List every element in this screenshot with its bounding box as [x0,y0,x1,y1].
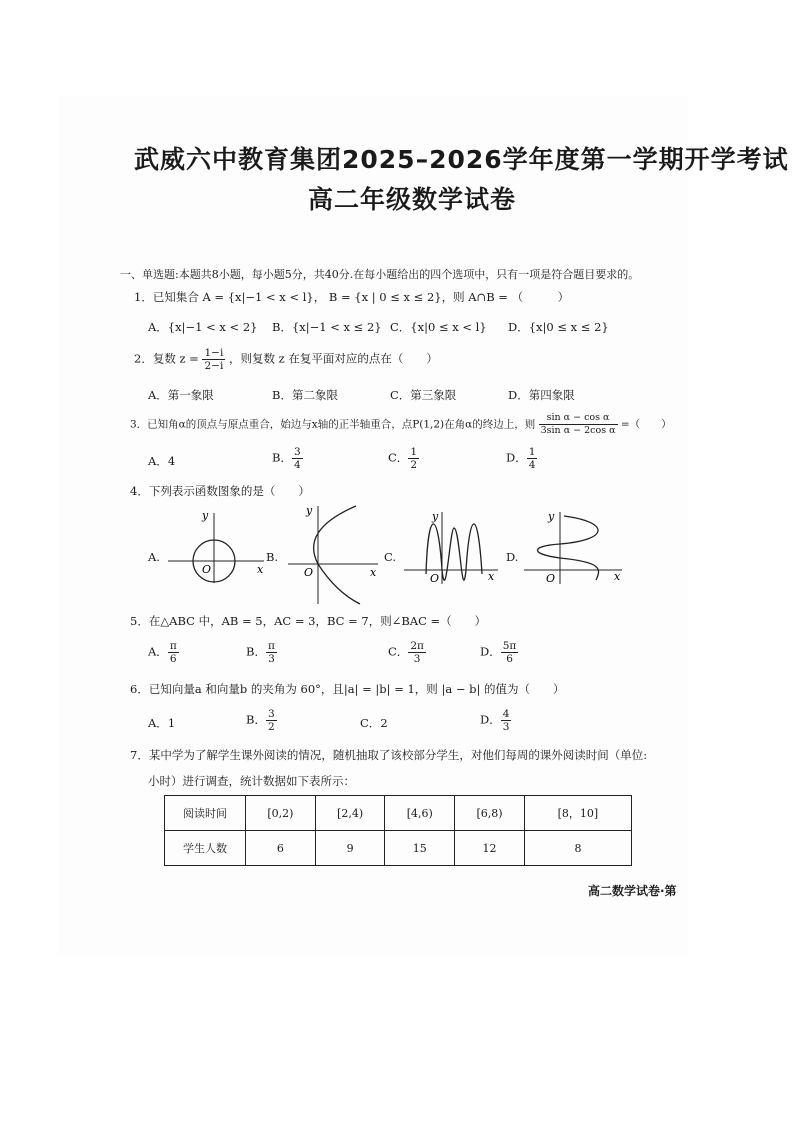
q5-d-den: 6 [506,653,513,665]
q3-c-frac [408,446,419,471]
q5-b-den: 3 [268,653,275,665]
q3-c-den: 2 [410,459,417,471]
origin-label: O [202,563,212,576]
table-cell: 学生人数 [165,831,246,866]
q7-stem-line2: 小时）进行调查，统计数据如下表所示： [148,774,355,788]
q3-option-b [272,446,303,471]
origin-label: O [546,572,556,585]
q5-d-num: 5π [502,640,517,652]
q4-graph-d [520,506,628,586]
q1-option-a: A．{x|−1 < x < 2} [148,320,258,334]
q5-c-den: 3 [413,653,421,665]
q5-option-c [388,640,426,665]
q2-stem-pre: 2．复数 z = [134,351,199,366]
section-heading: 一、单选题:本题共8小题，每小题5分，共40分.在每小题给出的四个选项中，只有一项是符合题目要求的。 [120,268,640,281]
q4-graph-b [284,500,384,605]
q5-c-letter: C． [388,644,409,659]
table-cell: [8，10] [524,796,631,831]
q6-d-num: 4 [502,708,510,720]
q5-b-frac [266,640,277,665]
table-row [165,796,632,831]
q3-d-letter: D． [506,450,527,465]
q5-b-letter: B． [246,644,266,659]
q1-option-c: C．{x|0 ≤ x < l} [390,320,487,334]
q4-stem: 4．下列表示函数图象的是（ ） [130,484,310,498]
parabola-curve [314,506,360,604]
table-cell: [0,2) [246,796,316,831]
q3-stem-pre: 3．已知角α的顶点与原点重合，始边与x轴的正半轴重合，点P(1,2)在角α的终边上，则 [130,418,536,431]
q2-frac-den: 2−i [204,360,224,372]
q5-a-den: 6 [169,653,177,665]
q3-frac-num: sin α − cos α [539,412,618,425]
x-label: x [488,570,495,583]
q2-option-b: B．第二象限 [272,388,338,402]
q5-option-b [246,640,277,665]
q6-option-c [360,716,388,730]
page-footer: 高二数学试卷·第 [588,884,677,898]
q3-b-frac [292,446,303,471]
q5-c-num: 2π [410,640,424,652]
q3-c-letter: C． [388,450,409,465]
q6-b-letter: B． [246,712,266,727]
table-cell: 9 [315,831,385,866]
q5-a-letter: A． [148,644,168,659]
q6-a-letter: A． [148,716,168,730]
y-label: y [306,504,313,517]
q4-graph-c [400,508,502,586]
q6-c-letter: C． [360,716,381,730]
q2-option-c: C．第三象限 [390,388,457,402]
q6-b-frac [266,708,277,733]
reading-time-table [164,795,632,866]
q3-stem-post: =（ ） [620,418,672,431]
q3-c-num: 1 [410,446,417,458]
q3-option-a [148,454,175,468]
q3-stem [130,412,672,437]
q1-stem: 1．已知集合 A = {x|−1 < x < l}， B = {x | 0 ≤ x ≤ 2}，则 A∩B = （ ） [134,290,570,304]
q4-option-b-label: B. [266,550,279,564]
q6-option-d [480,708,511,733]
q3-a-letter: A． [148,454,168,468]
q6-b-den: 2 [267,721,275,733]
q3-b-num: 3 [293,446,301,458]
x-label: x [370,566,377,579]
q4-graph-a [160,505,272,585]
q5-a-num: π [169,640,177,652]
q6-b-num: 3 [267,708,275,720]
q2-option-d: D．第四象限 [508,388,575,402]
q3-option-c [388,446,419,471]
q3-d-num: 1 [528,446,536,458]
q5-stem: 5．在△ABC 中，AB = 5，AC = 3，BC = 7，则∠BAC =（ ） [130,614,487,628]
q5-b-num: π [267,640,275,652]
q6-c-value: 2 [380,716,388,730]
q7-stem-line1: 7．某中学为了解学生课外阅读的情况，随机抽取了该校部分学生，对他们每周的课外阅读时间（单位: [130,748,648,762]
q3-d-frac [527,446,538,471]
table-cell: 阅读时间 [165,796,246,831]
q3-a-value: 4 [167,454,176,468]
table-cell: 8 [524,831,631,866]
q6-d-frac [501,708,512,733]
q5-option-a [148,640,179,665]
q3-option-d [506,446,537,471]
q2-stem [134,347,438,372]
q2-fraction [202,347,225,372]
q6-stem: 6．已知向量a 和向量b 的夹角为 60°，且|a| = |b| = 1，则 |a − b| 的值为（ ） [130,682,565,696]
q6-option-b [246,708,277,733]
q5-d-letter: D． [480,644,501,659]
q4-option-c-label: C. [384,550,397,564]
origin-label: O [430,572,440,585]
origin-label: O [304,566,314,579]
table-cell: 15 [385,831,455,866]
table-row [165,831,632,866]
table-cell: 12 [455,831,525,866]
q5-option-d [480,640,518,665]
q5-c-frac [408,640,426,665]
q5-d-frac [501,640,519,665]
q2-option-a: A．第一象限 [148,388,214,402]
y-label: y [202,509,209,522]
x-label: x [257,563,264,576]
q4-option-d-label: D. [506,550,519,564]
exam-title-line1: 武威六中教育集团2025–2026学年度第一学期开学考试 [134,145,789,174]
q1-option-d: D．{x|0 ≤ x ≤ 2} [508,320,609,334]
y-label: y [432,510,439,523]
q5-a-frac [168,640,179,665]
q6-option-a [148,716,175,730]
table-cell: [4,6) [385,796,455,831]
q2-stem-post: ，则复数 z 在复平面对应的点在（ ） [228,351,438,366]
q2-frac-num: 1−i [204,347,224,359]
table-cell: [6,8) [455,796,525,831]
q3-fraction [539,412,618,437]
x-label: x [614,570,621,583]
q3-b-letter: B． [272,450,292,465]
q1-option-b: B．{x|−1 < x ≤ 2} [272,320,382,334]
y-label: y [548,510,555,523]
q3-d-den: 4 [528,459,536,471]
q3-b-den: 4 [293,459,301,471]
q6-d-den: 3 [502,721,510,733]
q6-d-letter: D． [480,712,501,727]
q6-a-value: 1 [167,716,176,730]
q4-option-a-label: A. [148,550,160,564]
table-cell: [2,4) [315,796,385,831]
table-cell: 6 [246,831,316,866]
q3-frac-den: 3sin α − 2cos α [540,425,616,436]
exam-title-line2: 高二年级数学试卷 [308,185,517,214]
